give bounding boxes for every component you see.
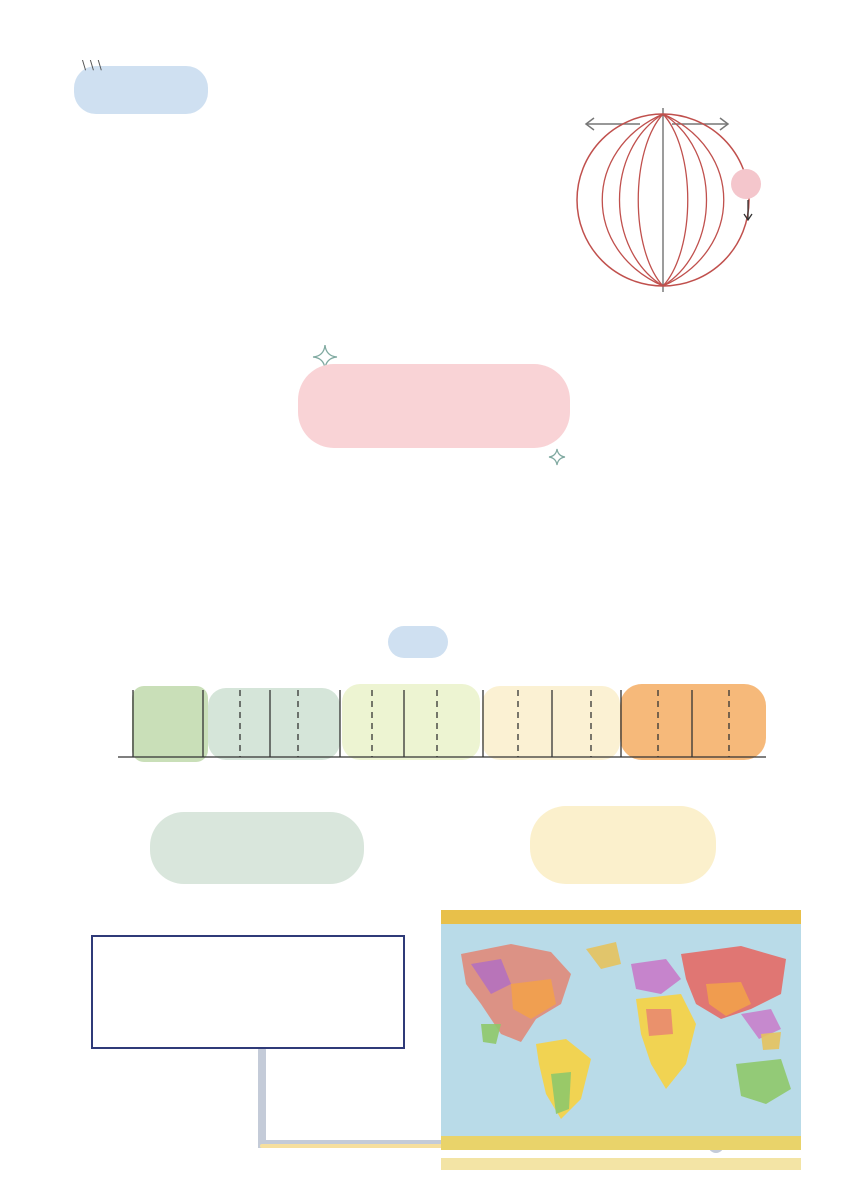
thailand-box <box>91 935 405 1049</box>
gmt-lines <box>0 660 848 790</box>
sparkle-icon-small <box>547 447 567 467</box>
conversion-box <box>298 364 570 448</box>
west-note-box <box>150 812 364 884</box>
east-note-box <box>530 806 716 884</box>
map-hour-row <box>441 910 801 924</box>
world-time-zone-map <box>441 910 801 1150</box>
globe-diagram <box>0 0 848 340</box>
gmt-title-chip <box>388 626 448 658</box>
title-chip-ticks: \ \ \ <box>82 58 102 72</box>
map-caption <box>441 1158 801 1170</box>
map-drawing <box>441 924 801 1136</box>
map-offset-row <box>441 1136 801 1150</box>
